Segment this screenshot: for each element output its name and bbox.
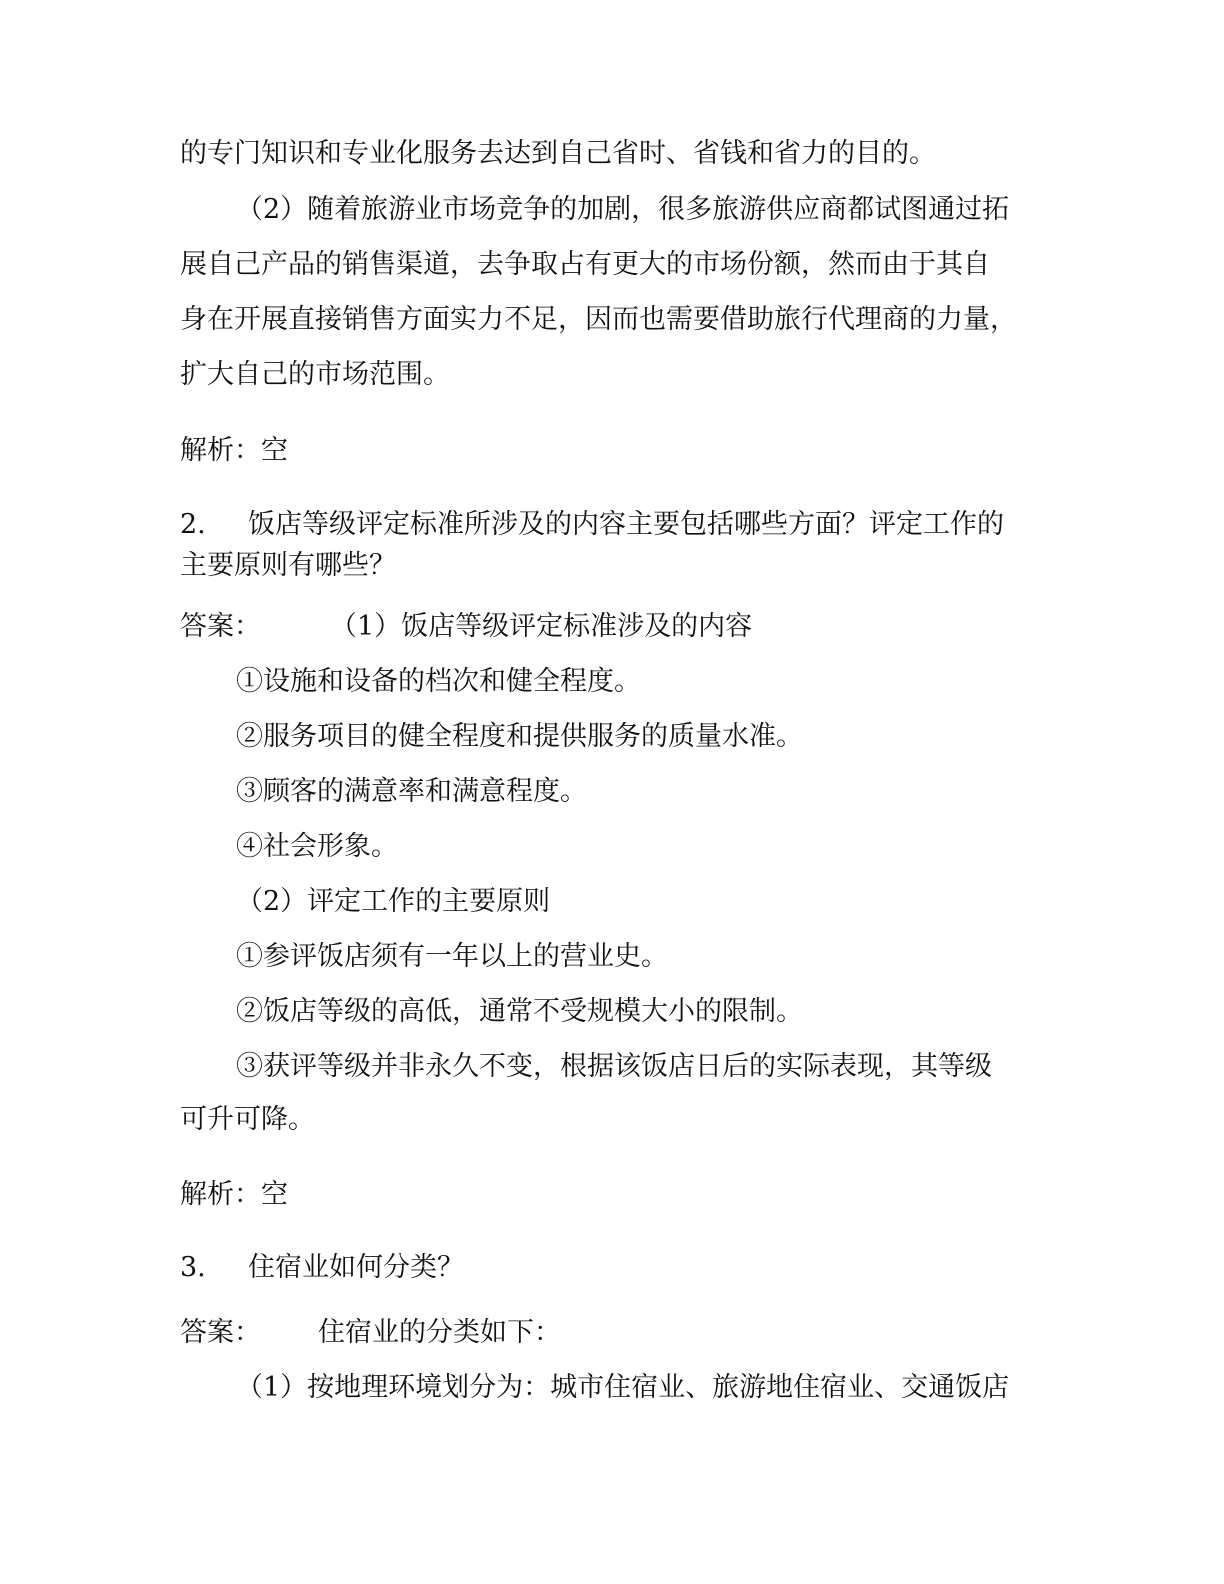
answer-head: （1）饭店等级评定标准涉及的内容	[330, 611, 753, 642]
paragraph-line: 身在开展直接销售方面实力不足，因而也需要借助旅行代理商的力量，	[180, 304, 1017, 335]
list-item: ①参评饭店须有一年以上的营业史。	[236, 941, 668, 972]
list-item: ②饭店等级的高低，通常不受规模大小的限制。	[236, 996, 803, 1027]
answer-label: 答案：	[180, 1317, 261, 1348]
analysis-label: 解析：	[180, 435, 261, 466]
paragraph-line: 的专门知识和专业化服务去达到自己省时、省钱和省力的目的。	[180, 138, 936, 169]
answer-label: 答案：	[180, 611, 261, 642]
paragraph-line: 扩大自己的市场范围。	[180, 359, 450, 390]
list-item: ③顾客的满意率和满意程度。	[236, 776, 587, 807]
list-item: ④社会形象。	[236, 831, 398, 862]
question-number: 2.	[180, 509, 206, 540]
list-item: ③获评等级并非永久不变，根据该饭店日后的实际表现，其等级	[236, 1051, 992, 1082]
question-text: 住宿业如何分类？	[248, 1252, 464, 1283]
list-item: ①设施和设备的档次和健全程度。	[236, 666, 641, 697]
paragraph-line: 展自己产品的销售渠道，去争取占有更大的市场份额，然而由于其自	[180, 249, 990, 280]
answer-line	[180, 1313, 561, 1353]
analysis-value: 空	[261, 1179, 288, 1210]
analysis-line	[180, 431, 288, 471]
question-3	[180, 1248, 464, 1288]
list-item: （1）按地理环境划分为：城市住宿业、旅游地住宿业、交通饭店	[236, 1372, 1010, 1403]
question-text-cont: 主要原则有哪些？	[180, 550, 396, 581]
analysis-label: 解析：	[180, 1179, 261, 1210]
question-text: 饭店等级评定标准所涉及的内容主要包括哪些方面？评定工作的	[248, 509, 1004, 540]
list-item: ②服务项目的健全程度和提供服务的质量水准。	[236, 721, 803, 752]
analysis-value: 空	[261, 435, 288, 466]
answer-head: 住宿业的分类如下：	[318, 1317, 561, 1348]
answer-line	[180, 607, 752, 647]
question-2	[180, 505, 1004, 545]
list-item-cont: 可升可降。	[180, 1104, 315, 1135]
question-number: 3.	[180, 1252, 206, 1283]
paragraph-line: （2）随着旅游业市场竞争的加剧，很多旅游供应商都试图通过拓	[236, 194, 1010, 225]
analysis-line	[180, 1175, 288, 1215]
sub-heading: （2）评定工作的主要原则	[236, 886, 551, 917]
